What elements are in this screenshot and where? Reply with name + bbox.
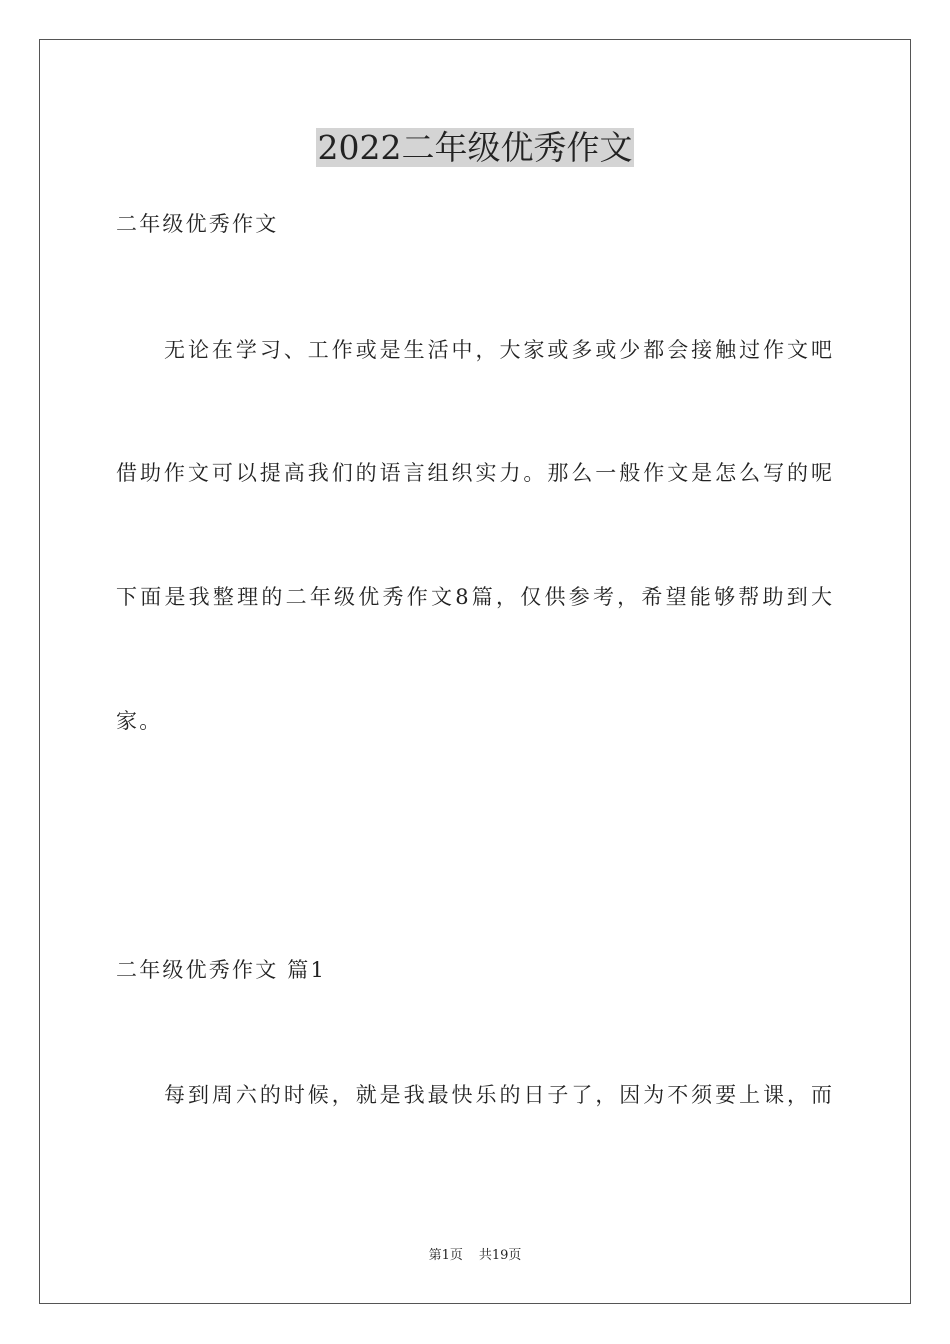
page-total: 共19页 (478, 1248, 522, 1263)
page-footer (0, 1247, 950, 1265)
section-heading: 二年级优秀作文 篇1 (116, 958, 327, 982)
intro-line: 无论在学习、工作或是生活中，大家或多或少都会接触过作文吧 (164, 338, 832, 362)
section-line: 每到周六的时候，就是我最快乐的日子了，因为不须要上课，而 (164, 1083, 832, 1107)
title-text: 2022二年级优秀作文 (317, 128, 633, 167)
intro-line: 下面是我整理的二年级优秀作文8篇，仅供参考，希望能够帮助到大 (116, 585, 832, 609)
page-number: 第1页 (428, 1248, 463, 1263)
document-subtitle: 二年级优秀作文 (116, 212, 279, 236)
intro-line: 借助作文可以提高我们的语言组织实力。那么一般作文是怎么写的呢 (116, 461, 832, 485)
intro-line: 家。 (116, 709, 163, 733)
document-title (0, 125, 950, 171)
